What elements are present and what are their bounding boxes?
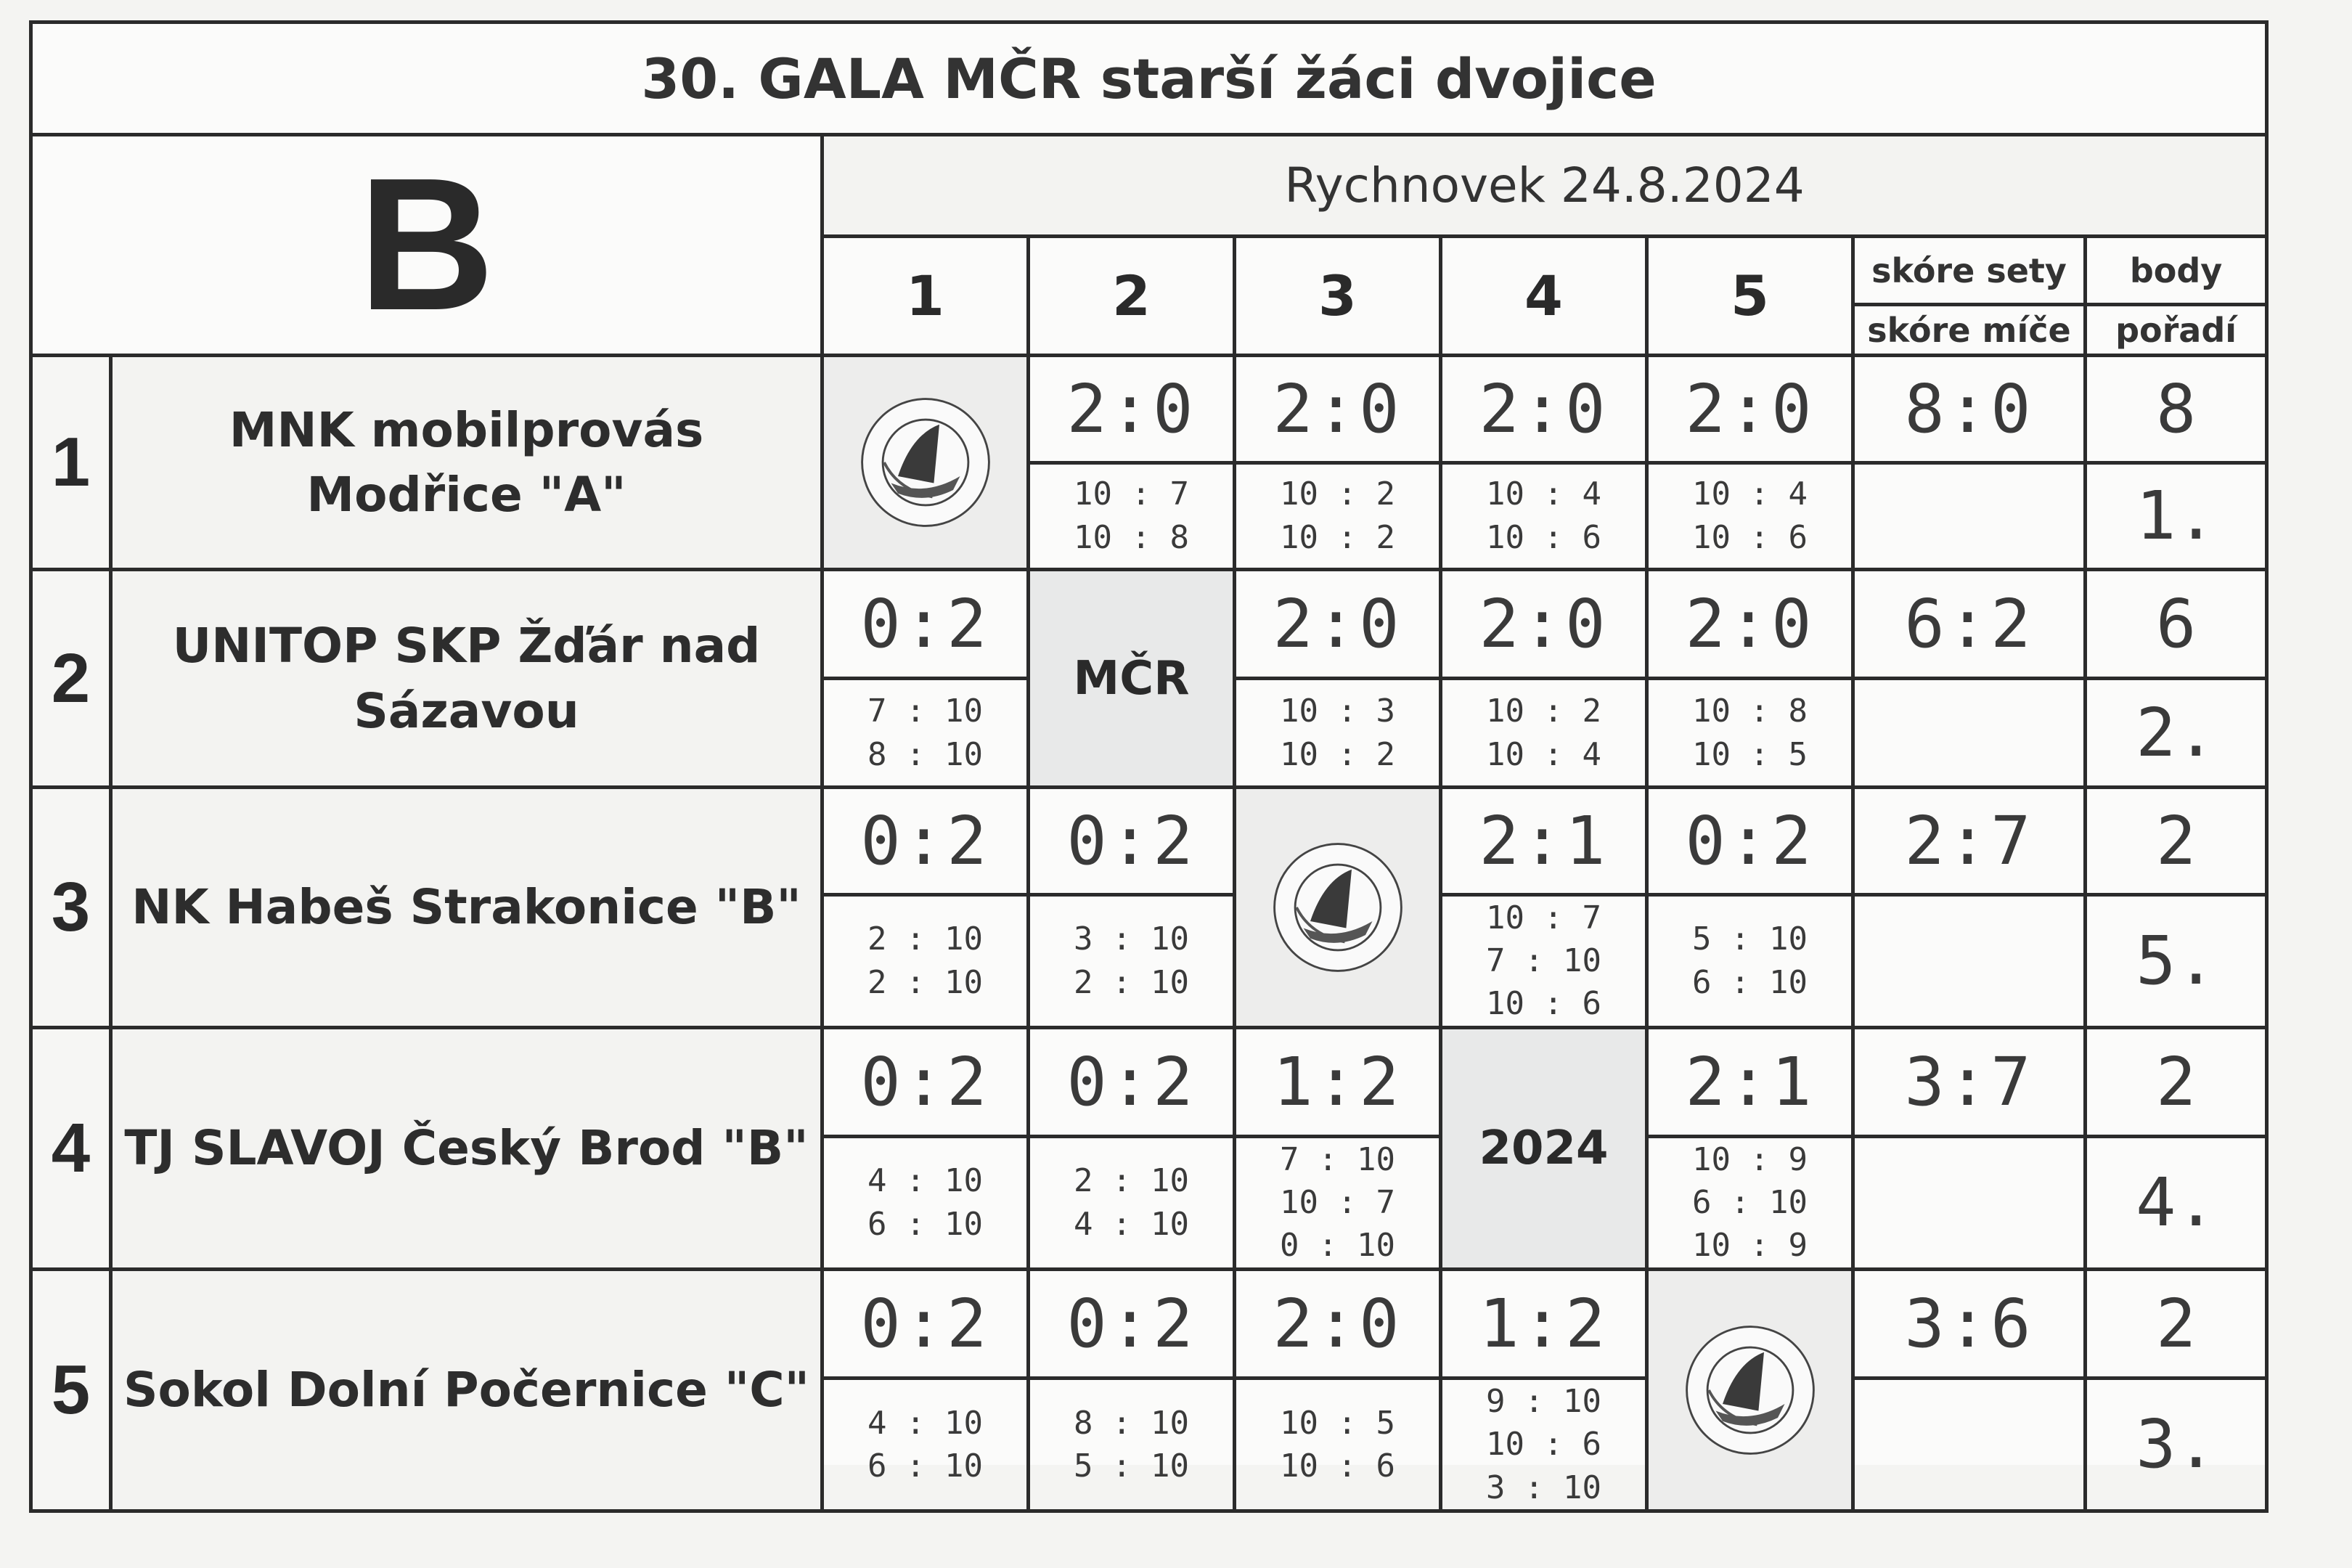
row-number: 2 bbox=[31, 570, 111, 788]
match-balls: 10 : 8 10 : 5 bbox=[1647, 679, 1853, 788]
row-number: 4 bbox=[31, 1027, 111, 1269]
match-sets: 0:2 bbox=[1647, 788, 1853, 895]
score-balls bbox=[1853, 1378, 2086, 1511]
match-balls: 10 : 7 10 : 8 bbox=[1029, 462, 1235, 570]
diagonal-cell: MČR bbox=[1029, 570, 1235, 788]
team-row bbox=[31, 788, 2267, 895]
rank: 1. bbox=[2086, 462, 2267, 570]
team-name bbox=[111, 788, 822, 1028]
diagonal-cell bbox=[822, 356, 1029, 570]
team-name bbox=[111, 1027, 822, 1269]
score-sets: 2:7 bbox=[1853, 788, 2086, 895]
results-table bbox=[29, 20, 2269, 1513]
match-balls: 4 : 10 6 : 10 bbox=[822, 1378, 1029, 1511]
association-logo-icon bbox=[857, 393, 995, 531]
rank: 2. bbox=[2086, 679, 2267, 788]
row-number: 5 bbox=[31, 1269, 111, 1511]
group-letter: B bbox=[31, 135, 822, 356]
match-sets: 2:0 bbox=[1647, 570, 1853, 679]
team-row bbox=[31, 356, 2267, 463]
points: 6 bbox=[2086, 570, 2267, 679]
place-date: Rychnovek 24.8.2024 bbox=[822, 135, 2267, 237]
team-name-line1: NK Habeš Strakonice "B" bbox=[131, 879, 801, 936]
match-sets: 2:0 bbox=[1235, 356, 1441, 463]
match-balls: 10 : 5 10 : 6 bbox=[1235, 1378, 1441, 1511]
match-sets: 0:2 bbox=[822, 1269, 1029, 1378]
team-row bbox=[31, 1027, 2267, 1136]
score-balls bbox=[1853, 1136, 2086, 1269]
match-balls: 2 : 10 4 : 10 bbox=[1029, 1136, 1235, 1269]
match-sets: 1:2 bbox=[1235, 1027, 1441, 1136]
diagonal-cell bbox=[1235, 788, 1441, 1028]
team-name bbox=[111, 356, 822, 570]
team-name-line1: Sokol Dolní Počernice "C" bbox=[123, 1362, 810, 1418]
match-sets: 1:2 bbox=[1441, 1269, 1647, 1378]
match-balls: 10 : 4 10 : 6 bbox=[1441, 462, 1647, 570]
row-number: 3 bbox=[31, 788, 111, 1028]
rank: 4. bbox=[2086, 1136, 2267, 1269]
team-rows bbox=[31, 356, 2267, 1511]
match-sets: 2:0 bbox=[1441, 570, 1647, 679]
header-score-sets: skóre sety bbox=[1853, 237, 2086, 305]
match-balls: 3 : 10 2 : 10 bbox=[1029, 894, 1235, 1027]
diagonal-cell bbox=[1647, 1269, 1853, 1511]
match-balls: 7 : 10 10 : 7 0 : 10 bbox=[1235, 1136, 1441, 1269]
sheet-title: 30. GALA MČR starší žáci dvojice bbox=[31, 23, 2267, 135]
match-sets: 2:0 bbox=[1235, 570, 1441, 679]
match-balls: 10 : 2 10 : 2 bbox=[1235, 462, 1441, 570]
score-balls bbox=[1853, 894, 2086, 1027]
col-header-3: 3 bbox=[1235, 237, 1441, 356]
header-score-balls: skóre míče bbox=[1853, 305, 2086, 356]
team-row bbox=[31, 1269, 2267, 1378]
header-rank: pořadí bbox=[2086, 305, 2267, 356]
score-balls bbox=[1853, 462, 2086, 570]
match-balls: 4 : 10 6 : 10 bbox=[822, 1136, 1029, 1269]
association-logo-icon bbox=[1681, 1321, 1819, 1459]
match-balls: 10 : 2 10 : 4 bbox=[1441, 679, 1647, 788]
col-header-5: 5 bbox=[1647, 237, 1853, 356]
match-sets: 2:0 bbox=[1235, 1269, 1441, 1378]
col-header-2: 2 bbox=[1029, 237, 1235, 356]
team-name-line1: UNITOP SKP Žďár nad bbox=[172, 618, 761, 674]
match-balls: 10 : 3 10 : 2 bbox=[1235, 679, 1441, 788]
match-balls: 9 : 10 10 : 6 3 : 10 bbox=[1441, 1378, 1647, 1511]
points: 2 bbox=[2086, 1269, 2267, 1378]
rank: 3. bbox=[2086, 1378, 2267, 1511]
association-logo-icon bbox=[1269, 838, 1407, 976]
col-header-4: 4 bbox=[1441, 237, 1647, 356]
match-sets: 0:2 bbox=[822, 1027, 1029, 1136]
team-name-line1: TJ SLAVOJ Český Brod "B" bbox=[124, 1120, 809, 1177]
match-sets: 2:0 bbox=[1441, 356, 1647, 463]
match-sets: 0:2 bbox=[822, 570, 1029, 679]
match-sets: 2:0 bbox=[1029, 356, 1235, 463]
score-sets: 3:6 bbox=[1853, 1269, 2086, 1378]
match-sets: 0:2 bbox=[1029, 1269, 1235, 1378]
match-balls: 10 : 9 6 : 10 10 : 9 bbox=[1647, 1136, 1853, 1269]
match-sets: 0:2 bbox=[1029, 1027, 1235, 1136]
match-sets: 0:2 bbox=[822, 788, 1029, 895]
match-balls: 5 : 10 6 : 10 bbox=[1647, 894, 1853, 1027]
match-sets: 2:0 bbox=[1647, 356, 1853, 463]
score-sets: 6:2 bbox=[1853, 570, 2086, 679]
team-name bbox=[111, 570, 822, 788]
match-balls: 2 : 10 2 : 10 bbox=[822, 894, 1029, 1027]
match-balls: 10 : 7 7 : 10 10 : 6 bbox=[1441, 894, 1647, 1027]
team-name-line2: Sázavou bbox=[354, 682, 579, 739]
team-name-line1: MNK mobilprovás bbox=[229, 401, 704, 458]
match-sets: 2:1 bbox=[1441, 788, 1647, 895]
match-sets: 0:2 bbox=[1029, 788, 1235, 895]
match-balls: 7 : 10 8 : 10 bbox=[822, 679, 1029, 788]
rank: 5. bbox=[2086, 894, 2267, 1027]
team-name-line2: Modřice "A" bbox=[306, 467, 626, 523]
header-points: body bbox=[2086, 237, 2267, 305]
points: 2 bbox=[2086, 788, 2267, 895]
team-row bbox=[31, 570, 2267, 679]
col-header-1: 1 bbox=[822, 237, 1029, 356]
team-name bbox=[111, 1269, 822, 1511]
score-balls bbox=[1853, 679, 2086, 788]
score-sets: 8:0 bbox=[1853, 356, 2086, 463]
row-number: 1 bbox=[31, 356, 111, 570]
score-sets: 3:7 bbox=[1853, 1027, 2086, 1136]
diagonal-cell: 2024 bbox=[1441, 1027, 1647, 1269]
match-sets: 2:1 bbox=[1647, 1027, 1853, 1136]
match-balls: 8 : 10 5 : 10 bbox=[1029, 1378, 1235, 1511]
points: 2 bbox=[2086, 1027, 2267, 1136]
points: 8 bbox=[2086, 356, 2267, 463]
match-balls: 10 : 4 10 : 6 bbox=[1647, 462, 1853, 570]
